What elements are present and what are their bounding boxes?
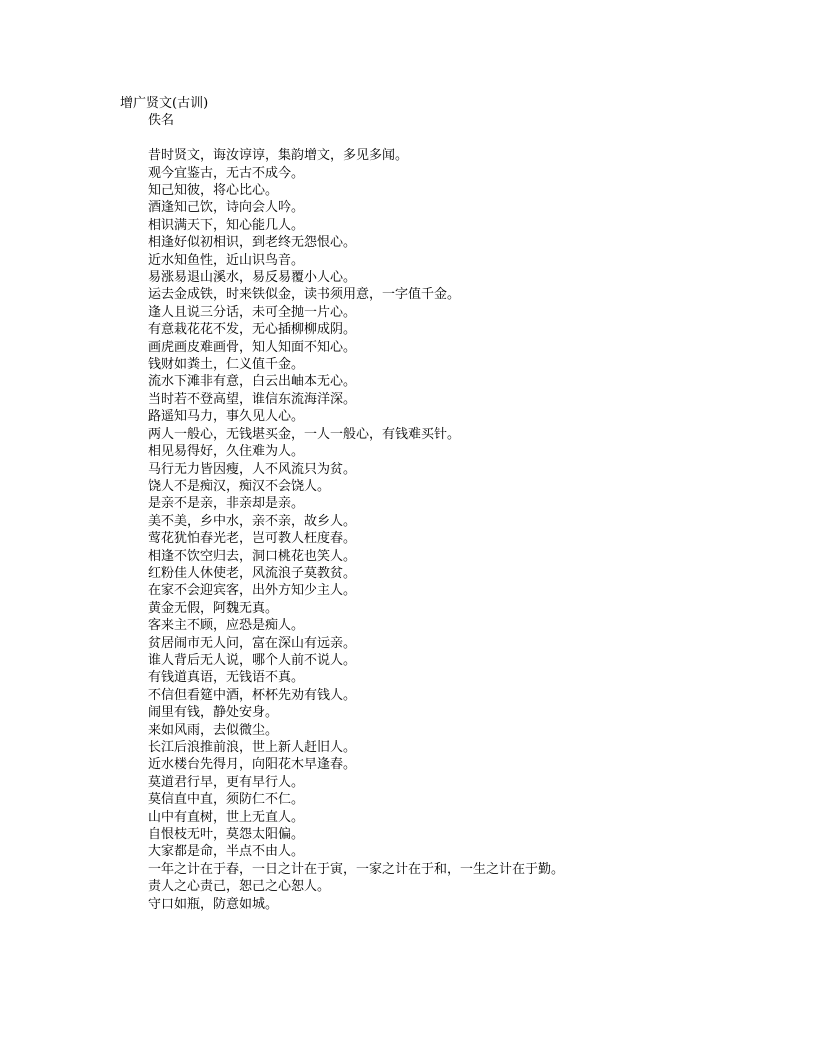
- text-line: 昔时贤文，诲汝谆谆，集韵增文，多见多闻。: [148, 148, 409, 164]
- document-page: [120, 95, 800, 913]
- text-line: 易涨易退山溪水，易反易覆小人心。: [148, 270, 357, 286]
- text-line: 近水知鱼性，近山识鸟音。: [148, 252, 305, 268]
- text-line: 运去金成铁，时来铁似金，读书须用意，一字值千金。: [148, 287, 461, 303]
- text-line: 长江后浪推前浪，世上新人赶旧人。: [148, 740, 357, 756]
- text-lines: [120, 147, 800, 913]
- text-line: 当时若不登高望，谁信东流海洋深。: [148, 391, 357, 407]
- text-line: 谁人背后无人说，哪个人前不说人。: [148, 652, 357, 668]
- text-line: 贫居闹市无人问，富在深山有远亲。: [148, 635, 357, 651]
- text-line: 相见易得好，久住难为人。: [148, 444, 305, 460]
- text-line: 流水下滩非有意，白云出岫本无心。: [148, 374, 357, 390]
- text-line: 一年之计在于春，一日之计在于寅，一家之计在于和，一生之计在于勤。: [148, 861, 565, 877]
- text-line: 相识满天下，知心能几人。: [148, 217, 305, 233]
- text-line: 近水楼台先得月，向阳花木早逢春。: [148, 757, 357, 773]
- text-line: 守口如瓶，防意如城。: [148, 896, 279, 912]
- text-line: 大家都是命，半点不由人。: [148, 844, 305, 860]
- text-line: 有钱道真语，无钱语不真。: [148, 670, 305, 686]
- text-line: 莫信直中直，须防仁不仁。: [148, 792, 305, 808]
- text-line: 不信但看筵中酒，杯杯先劝有钱人。: [148, 687, 357, 703]
- text-line: 在家不会迎宾客，出外方知少主人。: [148, 583, 357, 599]
- text-line: 逢人且说三分话，未可全抛一片心。: [148, 304, 357, 320]
- text-line: 饶人不是痴汉，痴汉不会饶人。: [148, 478, 331, 494]
- document-title: 增广贤文(古训): [120, 96, 209, 111]
- text-line: 路遥知马力，事久见人心。: [148, 409, 305, 425]
- text-line: 两人一般心，无钱堪买金，一人一般心，有钱难买针。: [148, 426, 461, 442]
- text-line: 观今宜鉴古，无古不成今。: [148, 165, 305, 181]
- text-line: 知己知彼，将心比心。: [148, 183, 279, 199]
- text-line: 莫道君行早，更有早行人。: [148, 774, 305, 790]
- text-line: 自恨枝无叶，莫怨太阳偏。: [148, 827, 305, 843]
- text-line: 画虎画皮难画骨，知人知面不知心。: [148, 339, 357, 355]
- text-line: 闹里有钱，静处安身。: [148, 705, 279, 721]
- text-line: 美不美，乡中水，亲不亲，故乡人。: [148, 513, 357, 529]
- blank-line: [120, 130, 800, 147]
- text-line: 相逢不饮空归去，洞口桃花也笑人。: [148, 548, 357, 564]
- text-line: 莺花犹怕春光老，岂可教人枉度春。: [148, 531, 357, 547]
- text-line: 有意栽花花不发，无心插柳柳成阴。: [148, 322, 357, 338]
- text-line: 山中有直树，世上无直人。: [148, 809, 305, 825]
- document-author: 佚名: [148, 113, 175, 129]
- text-line: 相逢好似初相识，到老终无怨恨心。: [148, 235, 357, 251]
- text-line: 红粉佳人休使老，风流浪子莫教贫。: [148, 565, 357, 581]
- text-line: 黄金无假，阿魏无真。: [148, 600, 279, 616]
- text-line: 责人之心责己，恕己之心恕人。: [148, 879, 331, 895]
- text-line: 客来主不顾，应恐是痴人。: [148, 618, 305, 634]
- text-line: 钱财如粪土，仁义值千金。: [148, 357, 305, 373]
- text-line: 马行无力皆因瘦，人不风流只为贫。: [148, 461, 357, 477]
- text-line: 酒逢知己饮，诗向会人吟。: [148, 200, 305, 216]
- text-line: 是亲不是亲，非亲却是亲。: [148, 496, 305, 512]
- text-line: 来如风雨，去似微尘。: [148, 722, 279, 738]
